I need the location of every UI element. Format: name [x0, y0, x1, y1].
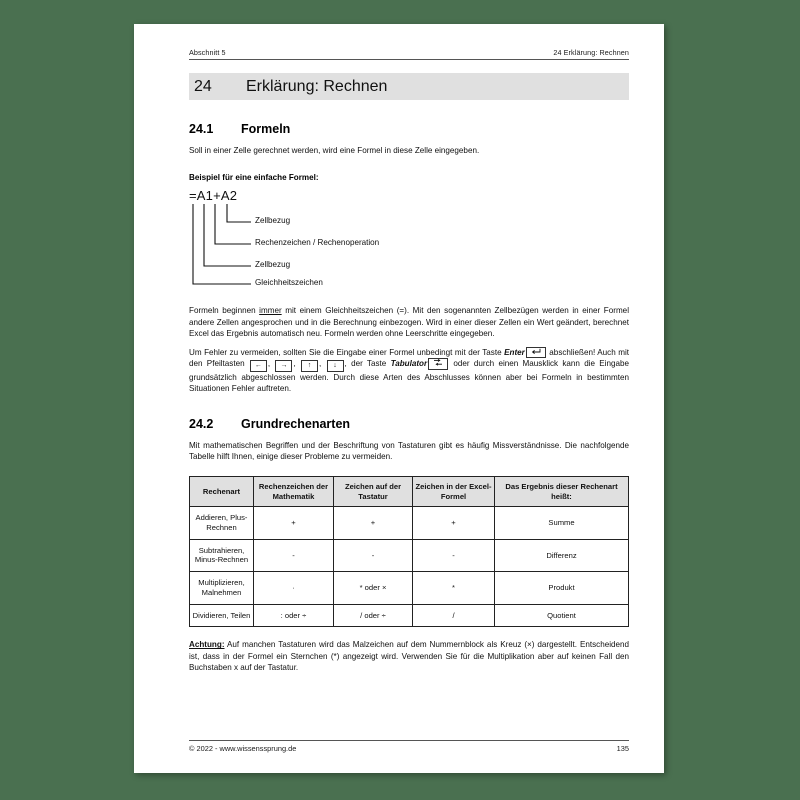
- table-header-row: [190, 476, 629, 506]
- running-header-right: 24 Erklärung: Rechnen: [553, 48, 629, 57]
- chapter-title-band: [189, 73, 629, 100]
- table-header-rechenart: Rechenart: [190, 476, 254, 506]
- cell-tastatur: / oder ÷: [334, 604, 413, 627]
- key-enter-label: Enter: [504, 347, 525, 357]
- callout-label-gleichheitszeichen: Gleichheitszeichen: [255, 278, 323, 288]
- cell-mathematik: ·: [254, 572, 334, 604]
- formeln-intro: Soll in einer Zelle gerechnet werden, wird eine Formel in diese Zelle eingegeben.: [189, 146, 480, 155]
- arrow-up-key-icon: ↑: [301, 360, 318, 372]
- heading-formeln: [189, 122, 629, 136]
- enter-key-icon: [526, 347, 546, 359]
- page-footer: [189, 740, 629, 753]
- cell-ergebnis: Quotient: [495, 604, 629, 627]
- sep-1: ,: [267, 359, 275, 369]
- heading-grundrechenarten: [189, 417, 629, 431]
- callout-label-rechenzeichen: Rechenzeichen / Rechenoperation: [255, 238, 380, 248]
- cell-ergebnis: Differenz: [495, 539, 629, 571]
- chapter-title: Erklärung: Rechnen: [246, 77, 388, 95]
- footer-copyright: © 2022 - www.wissenssprung.de: [189, 744, 297, 753]
- cell-rechenart: Dividieren, Teilen: [190, 604, 254, 627]
- para2-part-c: , der Taste: [344, 359, 391, 369]
- callout-label-zellbezug-a1: Zellbezug: [255, 260, 291, 270]
- chapter-number: 24: [194, 77, 212, 95]
- arrow-right-key-icon: →: [275, 360, 292, 372]
- cell-tastatur: * oder ×: [334, 572, 413, 604]
- heading-formeln-number: 24.1: [189, 122, 214, 136]
- tabulator-key-icon: [428, 358, 448, 370]
- table-row: [190, 604, 629, 627]
- key-tab-label: Tabulator: [390, 359, 428, 369]
- cell-excel: /: [413, 604, 495, 627]
- grundrechenarten-intro: Mit mathematischen Begriffen und der Beschriftung von Tastaturen gibt es häufig Missverständnisse. Die nachfolgende Tabelle hilft Ihnen, einige dieser Probleme zu vermeiden.: [189, 440, 629, 462]
- grundrechenarten-table: [189, 476, 629, 627]
- cell-excel: +: [413, 507, 495, 539]
- attention-label: Achtung:: [189, 640, 225, 650]
- document-page: [134, 24, 664, 773]
- callout-label-zellbezug-a2: Zellbezug: [255, 216, 291, 226]
- para1-part-b: mit einem Gleichheitszeichen (=). Mit den sogenannten Zellbezügen werden in einer Formel andere Zellen angesprochen und in die Berechnung einbezogen. Wird in einer dieser Zellen ein Wert geändert, berechnet Excel das Ergebnis automatisch neu. Formeln werden ohne Leerschritte eingegeben.: [189, 306, 629, 339]
- cell-rechenart: Subtrahieren, Minus-Rechnen: [190, 539, 254, 571]
- arrow-left-key-icon: ←: [250, 360, 267, 372]
- cell-mathematik: : oder ÷: [254, 604, 334, 627]
- table-row: [190, 507, 629, 539]
- formula-example: =A1+A2: [189, 188, 238, 204]
- para1-part-a: Formeln beginnen: [189, 306, 260, 316]
- attention-text: Auf manchen Tastaturen wird das Malzeichen auf dem Nummernblock als Kreuz (×) dargestellt. Entscheidend ist, dass in der Formel ein Sternchen (*) angezeigt wird. Verwenden Sie für die Multiplikation aber auf keinen Fall den Buchstaben x auf der Tastatur.: [189, 640, 629, 673]
- cell-excel: -: [413, 539, 495, 571]
- example-label: Beispiel für eine einfache Formel:: [189, 173, 319, 183]
- attention-note: [189, 639, 629, 673]
- running-header-left: Abschnitt 5: [189, 48, 226, 57]
- heading-grundrechenarten-number: 24.2: [189, 416, 214, 431]
- heading-grundrechenarten-title: Grundrechenarten: [241, 416, 351, 431]
- table-header-ergebnis: Das Ergebnis dieser Rechenart heißt:: [495, 476, 629, 506]
- cell-ergebnis: Summe: [495, 507, 629, 539]
- cell-tastatur: +: [334, 507, 413, 539]
- cell-mathematik: -: [254, 539, 334, 571]
- footer-page-number: 135: [616, 744, 629, 753]
- para2-part-a: Um Fehler zu vermeiden, sollten Sie die Eingabe einer Formel unbedingt mit der Taste: [189, 347, 505, 357]
- para2-part-d: oder durch einen Mausklick kann die Eingabe grundsätzlich abgeschlossen werden. Durch diese Arten des Abschlusses können aber bei Formeln in bestimmten Situationen Fehler auftreten.: [189, 359, 630, 394]
- cell-excel: *: [413, 572, 495, 604]
- heading-formeln-title: Formeln: [241, 122, 291, 136]
- formeln-paragraph-2: [189, 347, 629, 395]
- sep-3: ,: [318, 359, 326, 369]
- sep-2: ,: [293, 359, 300, 369]
- page-content: [189, 48, 629, 748]
- para2-part-b: abschließen! Auch mit den Pfeiltasten: [189, 347, 629, 369]
- cell-tastatur: -: [334, 539, 413, 571]
- cell-rechenart: Addieren, Plus-Rechnen: [190, 507, 254, 539]
- cell-rechenart: Multiplizieren, Malnehmen: [190, 572, 254, 604]
- arrow-down-key-icon: ↓: [327, 360, 344, 372]
- table-header-excel: Zeichen in der Excel-Formel: [413, 476, 495, 506]
- table-header-tastatur: Zeichen auf der Tastatur: [334, 476, 413, 506]
- table-header-mathematik: Rechenzeichen der Mathematik: [254, 476, 334, 506]
- table-row: [190, 539, 629, 571]
- formeln-paragraph-1: [189, 305, 629, 339]
- cell-mathematik: +: [254, 507, 334, 539]
- running-header: [189, 48, 629, 60]
- cell-ergebnis: Produkt: [495, 572, 629, 604]
- para1-emphasis: immer: [259, 306, 282, 316]
- table-row: [190, 572, 629, 604]
- formula-callout-diagram: [189, 204, 629, 296]
